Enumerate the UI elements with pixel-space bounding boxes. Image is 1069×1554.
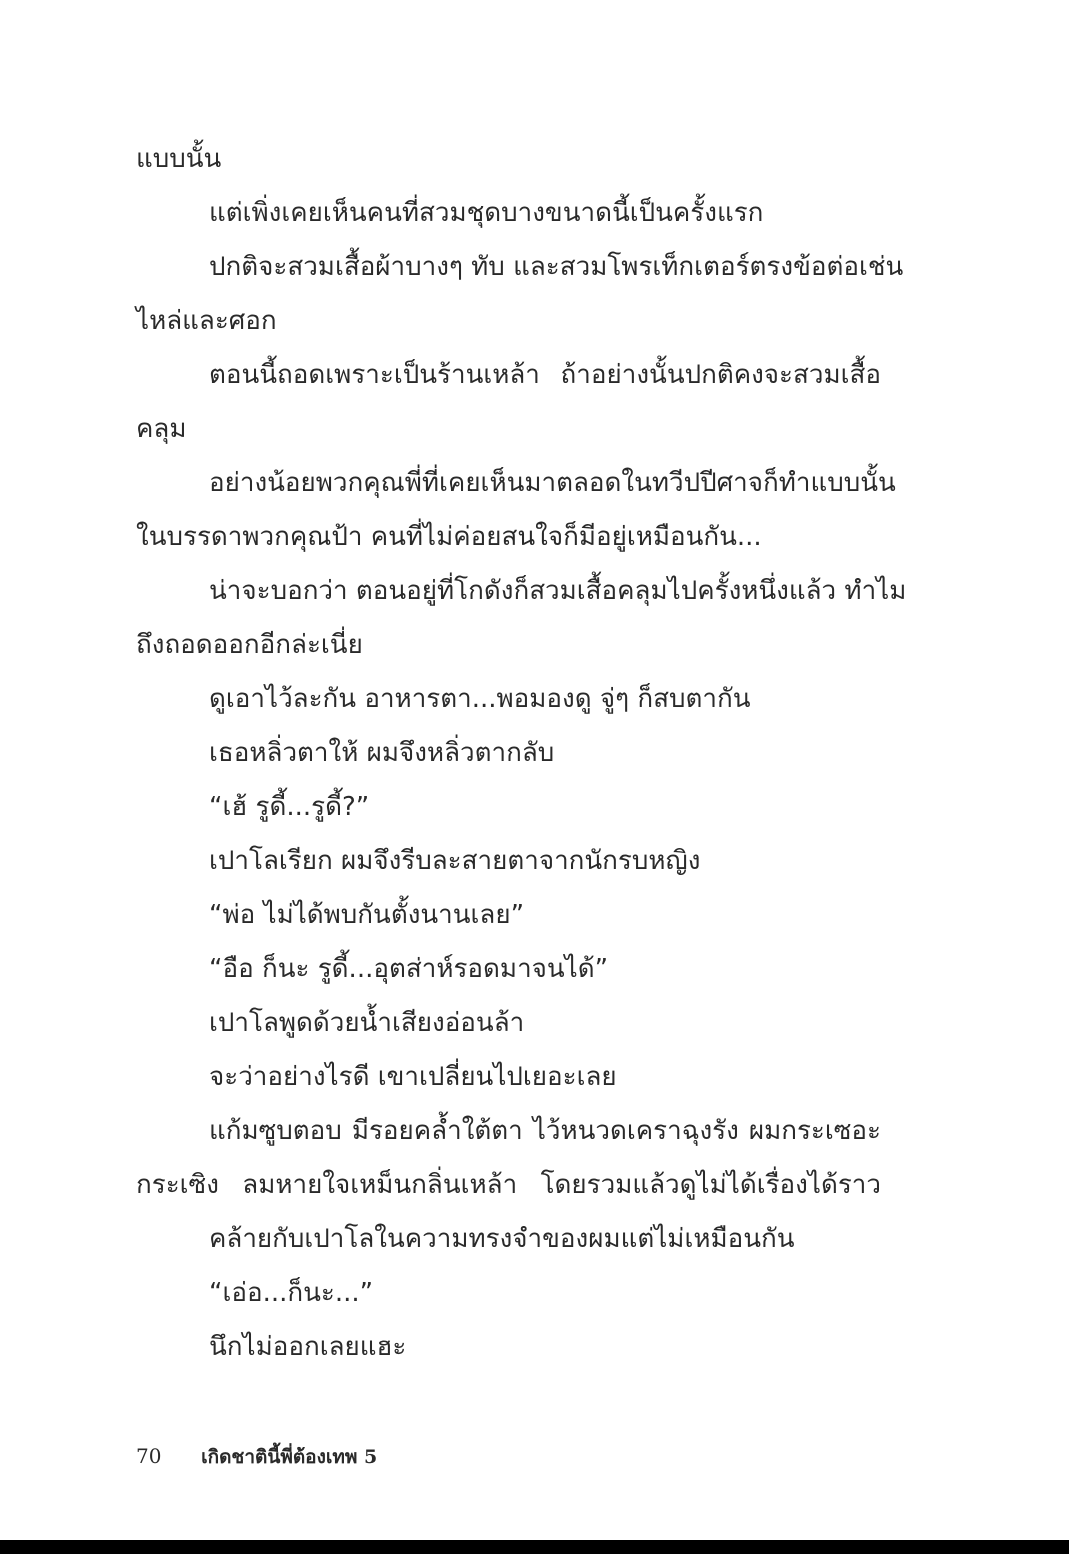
book-title: เกิดชาตินี้พี่ต้องเทพ 5 [201, 1446, 378, 1468]
text-line: คล้ายกับเปาโลในความทรงจำของผมแต่ไม่เหมือนกัน [209, 1224, 795, 1254]
text-line: อย่างน้อยพวกคุณพี่ที่เคยเห็นมาตลอดในทวีปปีศาจก็ทำแบบนั้น [209, 468, 896, 498]
page-footer [136, 1440, 377, 1472]
text-line: แต่เพิ่งเคยเห็นคนที่สวมชุดบางขนาดนี้เป็นครั้งแรก [209, 198, 764, 228]
text-line: กระเซิง ลมหายใจเหม็นกลิ่นเหล้า โดยรวมแล้วดูไม่ได้เรื่องได้ราว [136, 1170, 881, 1200]
page-number: 70 [136, 1444, 162, 1468]
text-line: จะว่าอย่างไรดี เขาเปลี่ยนไปเยอะเลย [209, 1062, 617, 1092]
text-line: ดูเอาไว้ละกัน อาหารตา...พอมองดู จู่ๆ ก็สบตากัน [209, 684, 751, 714]
text-line: เปาโลเรียก ผมจึงรีบละสายตาจากนักรบหญิง [209, 846, 701, 876]
text-line: “เอ่อ...ก็นะ...” [209, 1278, 374, 1308]
text-line: ถึงถอดออกอีกล่ะเนี่ย [136, 630, 363, 660]
text-line: นึกไม่ออกเลยแฮะ [209, 1332, 407, 1362]
text-line: “อือ ก็นะ รูดี้...อุตส่าห์รอดมาจนได้” [209, 954, 609, 984]
text-line: คลุม [136, 414, 187, 444]
bottom-border-bar [0, 1540, 1069, 1554]
text-line: “เฮ้ รูดี้...รูดี้?” [209, 792, 370, 822]
text-line: “พ่อ ไม่ได้พบกันตั้งนานเลย” [209, 900, 525, 930]
text-line: แก้มซูบตอบ มีรอยคล้ำใต้ตา ไว้หนวดเคราฉุงรัง ผมกระเซอะ [209, 1116, 881, 1146]
text-line: ปกติจะสวมเสื้อผ้าบางๆ ทับ และสวมโพรเท็กเตอร์ตรงข้อต่อเช่น [209, 252, 904, 282]
text-line: ไหล่และศอก [136, 306, 277, 336]
text-line: น่าจะบอกว่า ตอนอยู่ที่โกดังก็สวมเสื้อคลุมไปครั้งหนึ่งแล้ว ทำไม [209, 576, 907, 606]
text-line: ตอนนี้ถอดเพราะเป็นร้านเหล้า ถ้าอย่างนั้นปกติคงจะสวมเสื้อ [209, 360, 881, 390]
text-line: ในบรรดาพวกคุณป้า คนที่ไม่ค่อยสนใจก็มีอยู่เหมือนกัน... [136, 522, 762, 552]
text-body [136, 136, 907, 1378]
text-line: แบบนั้น [136, 144, 222, 174]
text-line: เธอหลิ่วตาให้ ผมจึงหลิ่วตากลับ [209, 738, 555, 768]
text-line: เปาโลพูดด้วยน้ำเสียงอ่อนล้า [209, 1008, 525, 1038]
